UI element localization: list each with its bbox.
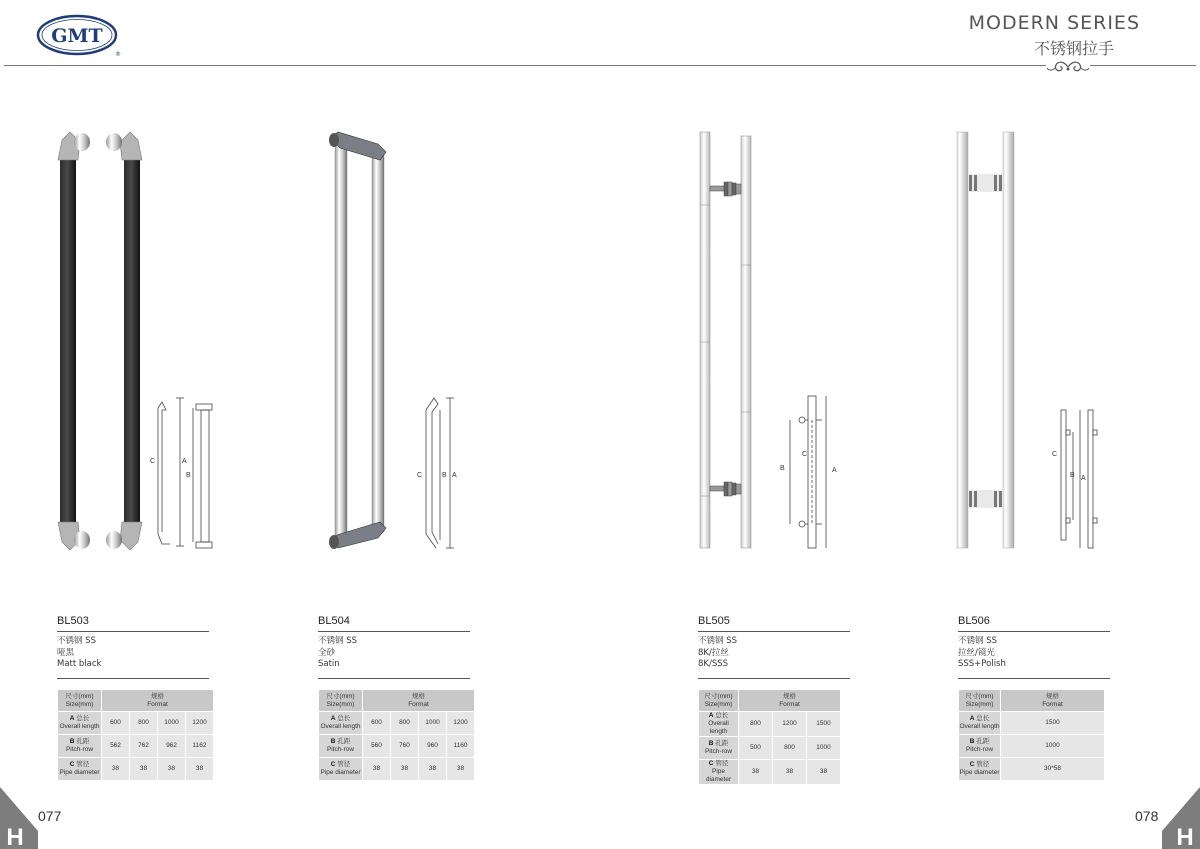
bl505-dim-b: B — [780, 465, 785, 472]
table-row: B 孔距 Pitch-row 560 760 960 1160 — [319, 735, 475, 758]
product-finish-en: Matt black — [57, 659, 102, 669]
bl505-photo — [700, 132, 751, 548]
format-header-cn: 规格 — [783, 692, 796, 700]
product-finish-en: SSS+Polish — [958, 659, 1006, 669]
header-rule — [4, 65, 1196, 66]
bl506-technical-drawing — [1061, 410, 1097, 548]
size-header-cn: 尺寸(mm) — [326, 692, 355, 700]
format-header-en: Format — [779, 700, 800, 708]
table-row: A 总长 Overall length 600 800 1000 1200 — [319, 712, 475, 735]
table-row: A 总长 Overall length 600 800 1000 1200 — [58, 712, 214, 735]
series-title: MODERN SERIES — [968, 12, 1140, 34]
table-row: C 管径 Pipe diameter 30*58 — [959, 758, 1105, 781]
bl504-dim-c: C — [417, 472, 423, 479]
spec-table-bl505 — [698, 689, 841, 785]
table-row: B 孔距 Pitch-row 500 800 1000 — [699, 737, 841, 760]
bl505-technical-drawing — [790, 396, 826, 548]
product-finish-cn: 哑黑 — [57, 647, 75, 658]
logo-registered-mark: ® — [115, 51, 121, 58]
product-finish-cn: 拉丝/镜光 — [958, 647, 995, 658]
bl505-dim-c: C — [802, 451, 808, 458]
bl506-dim-a: A — [1081, 475, 1086, 482]
size-header-cn: 尺寸(mm) — [704, 692, 733, 700]
bl503-technical-drawing — [158, 398, 212, 548]
product-material: 不锈钢 SS — [958, 636, 997, 646]
format-header-en: Format — [408, 700, 429, 708]
product-finish-cn: 全砂 — [318, 647, 336, 658]
table-row: A 总长 Overall length 1500 — [959, 712, 1105, 735]
product-finish-en: 8K/SSS — [698, 659, 729, 669]
product-code: BL504 — [318, 615, 470, 632]
size-header-en: Size(mm) — [965, 700, 994, 708]
bl505-dim-a: A — [832, 467, 837, 474]
spec-table-bl503 — [57, 689, 214, 781]
bl504-photo — [329, 132, 386, 549]
bl504-dim-a: A — [452, 472, 457, 479]
bl503-dim-b: B — [186, 472, 191, 479]
gmt-logo — [36, 14, 124, 58]
size-header-en: Size(mm) — [326, 700, 355, 708]
product-bl506 — [958, 615, 1110, 679]
bl503-photo — [58, 132, 142, 550]
format-header-cn: 规格 — [412, 692, 425, 700]
corner-letter-left: H — [6, 824, 24, 849]
bl503-dim-c: C — [150, 458, 156, 465]
size-header-en: Size(mm) — [65, 700, 94, 708]
spec-table-bl504 — [318, 689, 475, 781]
page-number-left: 077 — [38, 808, 62, 824]
spec-table-bl506 — [958, 689, 1105, 781]
bl503-dim-a: A — [182, 458, 187, 465]
size-header-en: Size(mm) — [704, 700, 733, 708]
table-row: A 总长 Overall length 800 1200 1500 — [699, 712, 841, 737]
table-row: B 孔距 Pitch-row 562 762 962 1162 — [58, 735, 214, 758]
format-header-en: Format — [147, 700, 168, 708]
page-number-right: 078 — [1135, 808, 1159, 824]
corner-badge-left — [0, 787, 38, 849]
format-header-en: Format — [1042, 700, 1063, 708]
ornament-flourish-icon — [1032, 57, 1104, 77]
corner-letter-right: H — [1176, 824, 1194, 849]
product-bl504 — [318, 615, 470, 679]
product-material: 不锈钢 SS — [698, 636, 737, 646]
corner-badge-right — [1162, 787, 1200, 849]
series-subtitle: 不锈钢拉手 — [1033, 39, 1114, 58]
size-header-cn: 尺寸(mm) — [965, 692, 994, 700]
product-drawings — [0, 120, 1200, 560]
format-header-cn: 规格 — [1046, 692, 1059, 700]
table-row: C 管径 Pipe diameter 38 38 38 38 — [319, 758, 475, 781]
bl506-photo — [957, 132, 1014, 548]
product-finish-cn: 8K/拉丝 — [698, 647, 729, 658]
size-header-cn: 尺寸(mm) — [65, 692, 94, 700]
product-code: BL505 — [698, 615, 850, 632]
product-material: 不锈钢 SS — [318, 636, 357, 646]
product-code: BL506 — [958, 615, 1110, 632]
product-bl503 — [57, 615, 209, 679]
bl504-technical-drawing — [426, 398, 454, 548]
table-row: C 管径 Pipe diameter 38 38 38 38 — [58, 758, 214, 781]
bl506-dim-c: C — [1052, 451, 1058, 458]
table-row: B 孔距 Pitch-row 1000 — [959, 735, 1105, 758]
bl504-dim-b: B — [442, 472, 447, 479]
bl506-dim-b: B — [1070, 472, 1075, 479]
logo-text: GMT — [51, 25, 103, 47]
format-header-cn: 规格 — [151, 692, 164, 700]
table-row: C 管径 Pipe diameter 38 38 38 — [699, 760, 841, 785]
product-finish-en: Satin — [318, 659, 340, 669]
product-code: BL503 — [57, 615, 209, 632]
product-bl505 — [698, 615, 850, 679]
product-material: 不锈钢 SS — [57, 636, 96, 646]
